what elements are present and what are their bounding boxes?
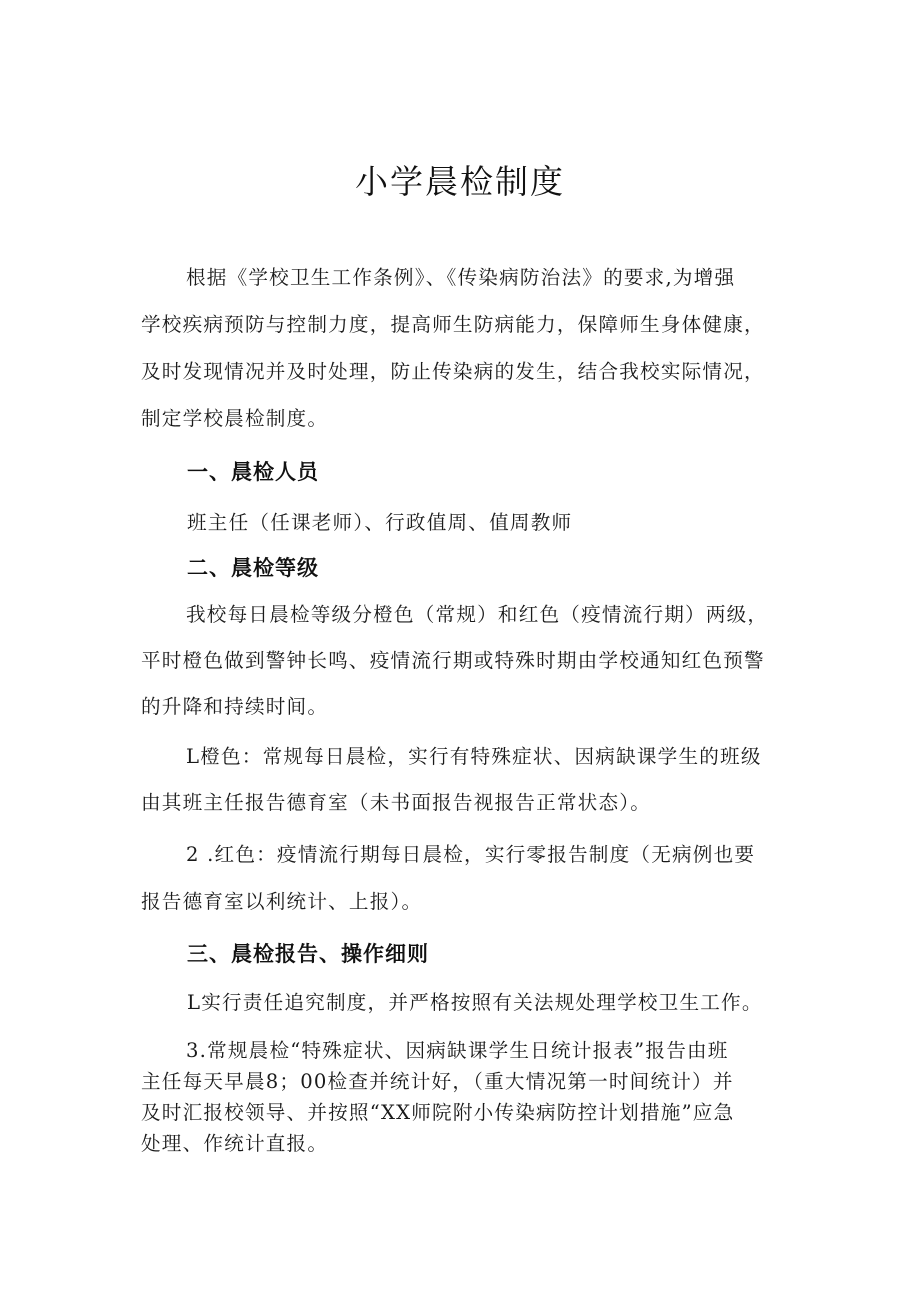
- text-line: 我校每日晨检等级分橙色（常规）和红色（疫情流行期）两级，: [186, 603, 769, 626]
- text-line: 及时汇报校领导、并按照“XX师院附小传染病防控计划措施”应急: [141, 1101, 735, 1124]
- section-heading-report: 三、晨检报告、操作细则: [187, 942, 429, 966]
- text-line: 的升降和持续时间。: [141, 695, 329, 718]
- text-line: L橙色：常规每日晨检，实行有特殊症状、因病缺课学生的班级: [186, 745, 762, 768]
- intro-paragraph: [141, 254, 791, 442]
- levels-paragraph: [141, 592, 791, 730]
- personnel-text: 班主任（任课老师）、行政值周、值周教师: [187, 511, 573, 534]
- text-line: 2 .红色：疫情流行期每日晨检，实行零报告制度（无病例也要: [186, 843, 756, 866]
- section-heading-levels: 二、晨检等级: [187, 556, 319, 580]
- text-line: 处理、作统计直报。: [141, 1132, 329, 1155]
- text-line: 制定学校晨检制度。: [141, 407, 329, 430]
- text-line: 平时橙色做到警钟长鸣、疫情流行期或特殊时期由学校通知红色预警: [141, 649, 765, 672]
- orange-level-paragraph: [141, 734, 791, 826]
- text-line: 报告德育室以利统计、上报）。: [141, 890, 423, 913]
- text-line: 及时发现情况并及时处理，防止传染病的发生，结合我校实际情况，: [141, 360, 765, 383]
- red-level-paragraph: [141, 831, 791, 925]
- text-line: 学校疾病预防与控制力度，提高师生防病能力，保障师生身体健康，: [141, 313, 765, 336]
- report-item-3-paragraph: [141, 1035, 791, 1159]
- section-heading-personnel: 一、晨检人员: [187, 460, 319, 484]
- text-line: 由其班主任报告德育室（未书面报告视报告正常状态）。: [141, 791, 652, 814]
- text-line: 根据《学校卫生工作条例》、《传染病防治法》的要求,为增强: [186, 266, 736, 289]
- text-line: 主任每天早晨8；00检查并统计好，（重大情况第一时间统计）并: [141, 1070, 734, 1093]
- text-line: 3.常规晨检“特殊症状、因病缺课学生日统计报表”报告由班: [186, 1039, 729, 1062]
- page-title: 小学晨检制度: [355, 162, 565, 201]
- report-item-1: L实行责任追究制度，并严格按照有关法规处理学校卫生工作。: [187, 991, 763, 1014]
